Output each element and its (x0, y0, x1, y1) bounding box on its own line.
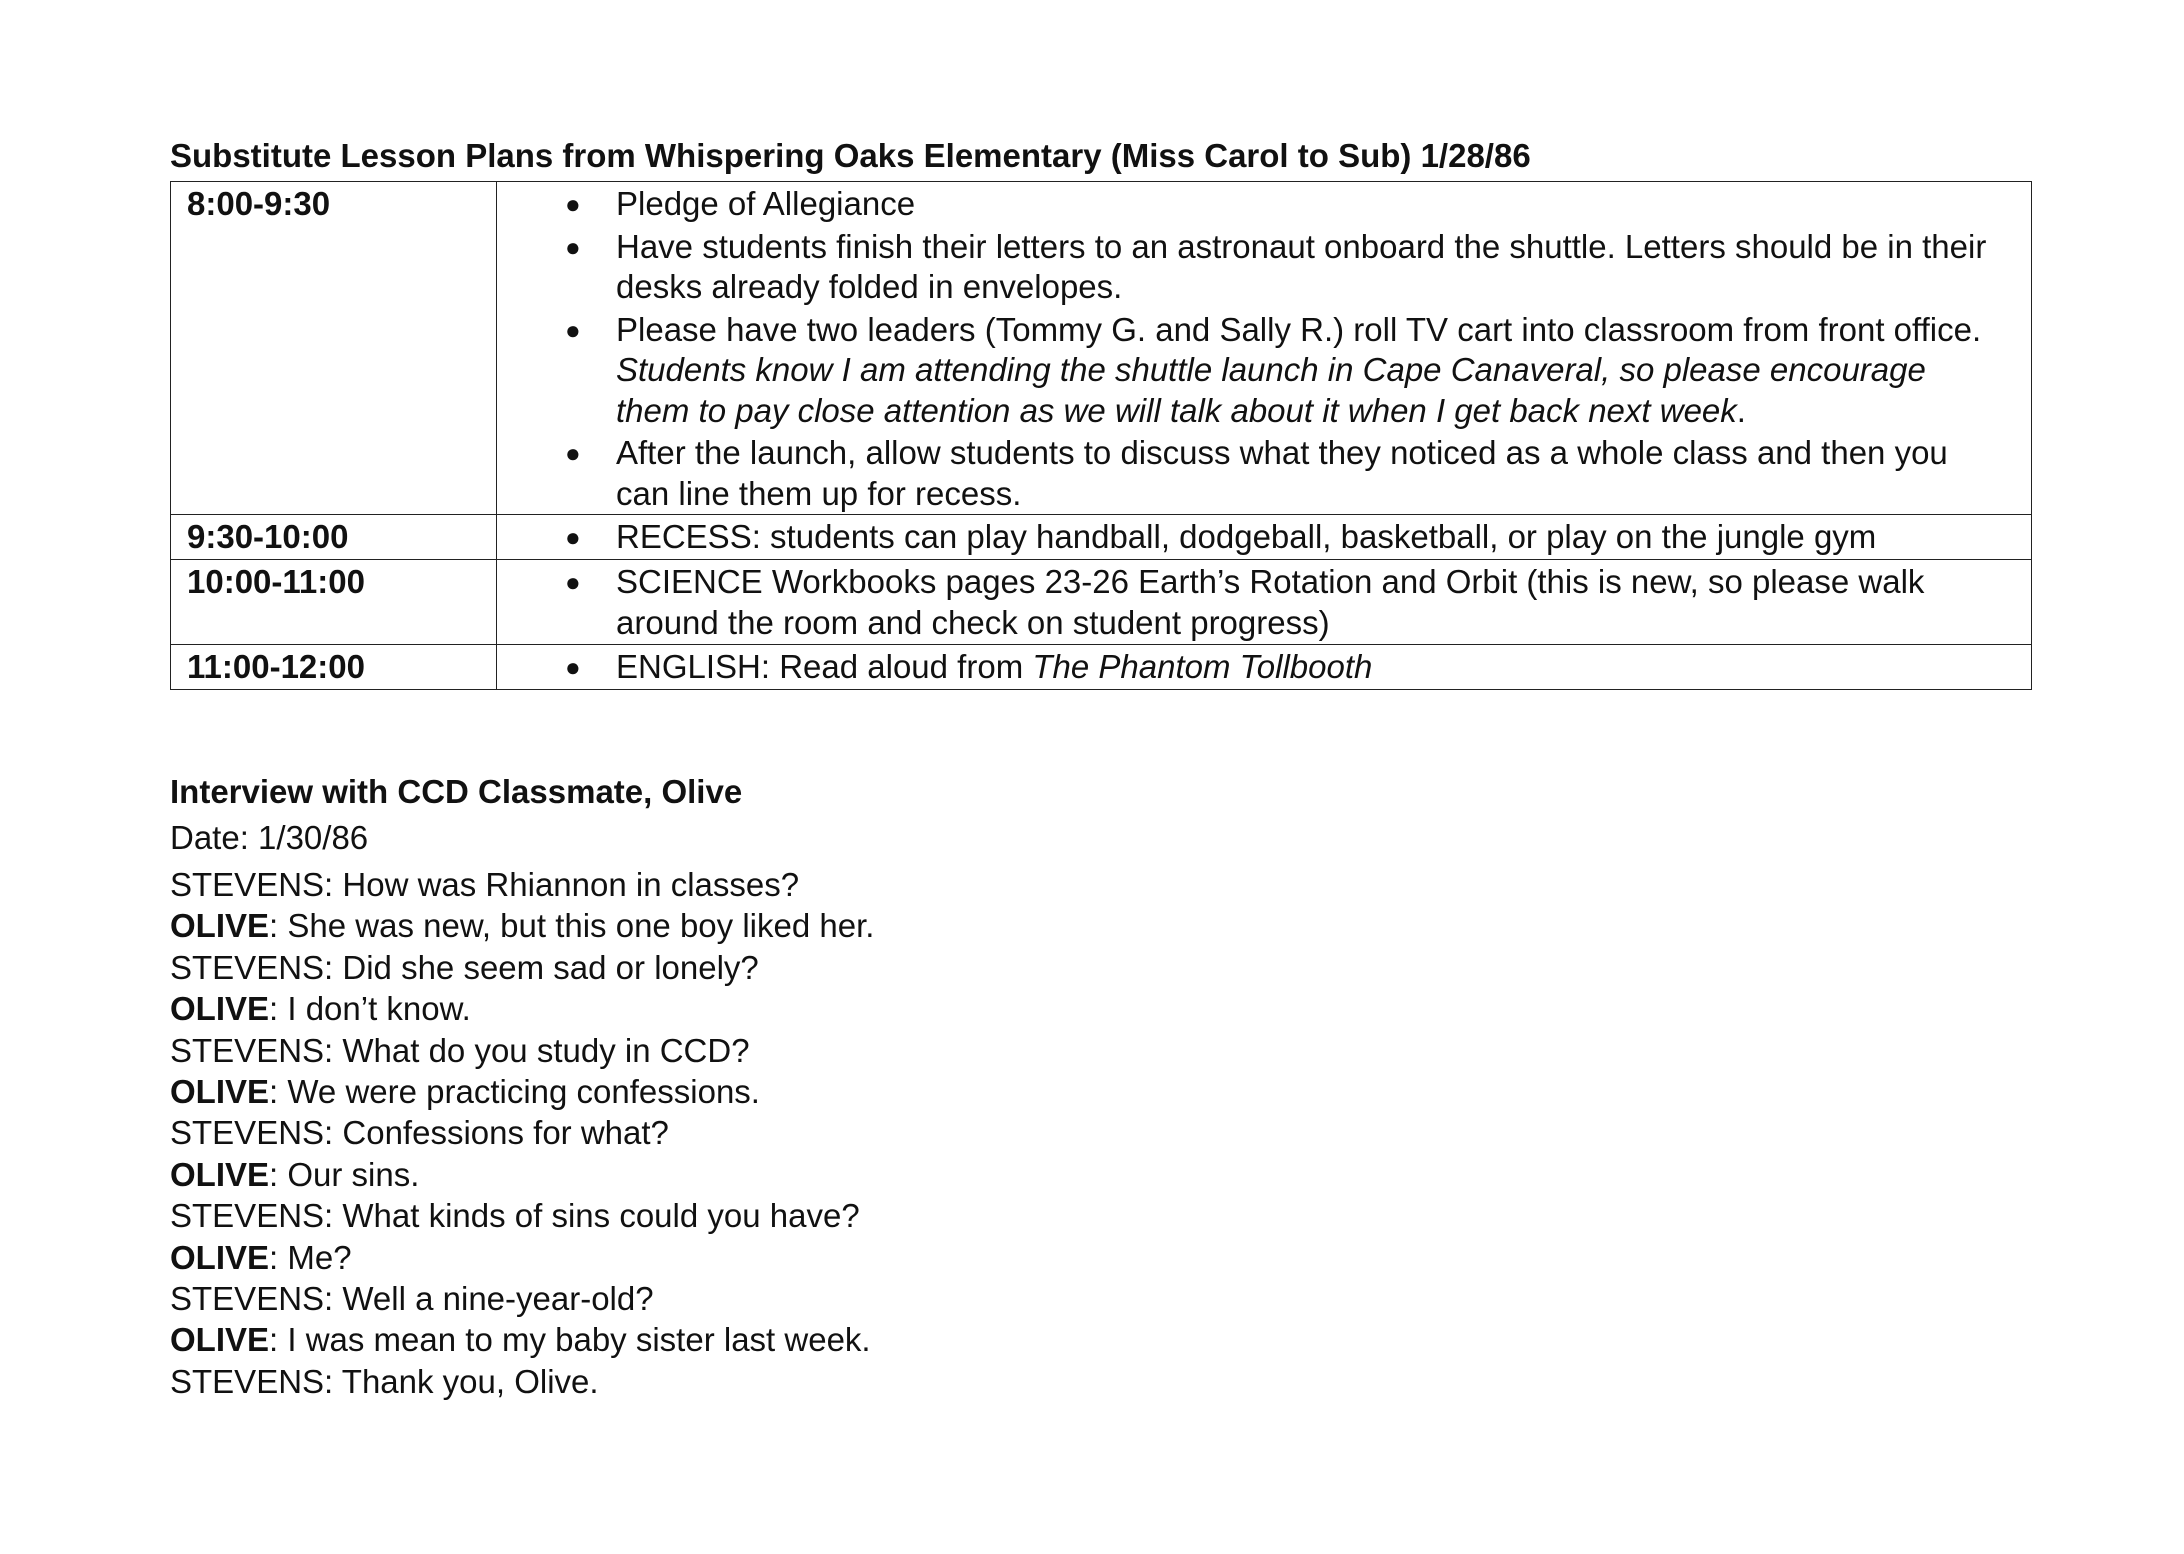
bullet-icon: ● (565, 438, 581, 468)
task-text: RECESS: students can play handball, dodgeball, basketball, or play on the jungle gym (616, 518, 1877, 555)
speaker-name: STEVENS (170, 1362, 325, 1400)
task-list (497, 517, 1995, 558)
dialogue-text: : Well a nine-year-old? (324, 1280, 654, 1318)
bullet-icon: ● (565, 567, 581, 597)
dialogue-line (170, 864, 1570, 905)
bullet-icon: ● (565, 189, 581, 219)
dialogue-text: : Our sins. (269, 1155, 420, 1193)
speaker-name: OLIVE (170, 1238, 270, 1276)
dialogue-text: : Thank you, Olive. (324, 1362, 599, 1400)
schedule-time-cell: 9:30-10:00 (171, 515, 497, 560)
dialogue-text: : She was new, but this one boy liked her. (269, 907, 875, 945)
dialogue-line (170, 1112, 1570, 1153)
dialogue-text: : I was mean to my baby sister last week. (269, 1321, 871, 1359)
dialogue-text: : I don’t know. (269, 990, 471, 1028)
task-item (497, 562, 1995, 643)
speaker-name: STEVENS (170, 948, 325, 986)
schedule-tasks-cell (497, 560, 2032, 645)
task-text: After the launch, allow students to discuss what they noticed as a whole class and then you can line them up for recess. (616, 434, 1948, 512)
dialogue-line (170, 1319, 1570, 1360)
task-text: Students know I am attending the shuttle launch in Cape Canaveral, so please encourage them to pay close attention as we will talk about it when I get back next week (616, 351, 1926, 429)
dialogue-line (170, 947, 1570, 988)
speaker-name: OLIVE (170, 990, 270, 1028)
bullet-icon: ● (565, 231, 581, 262)
schedule-tasks-cell (497, 645, 2032, 690)
schedule-row (171, 645, 2032, 690)
task-list (497, 647, 1995, 688)
schedule-time-cell: 10:00-11:00 (171, 560, 497, 645)
task-text: SCIENCE Workbooks pages 23-26 Earth’s Rotation and Orbit (this is new, so please walk around the room and check on student progress) (616, 563, 1925, 641)
dialogue-line (170, 1154, 1570, 1195)
task-item (497, 227, 1995, 308)
task-text: ENGLISH: Read aloud from (616, 648, 1033, 685)
dialogue-text: : What kinds of sins could you have? (324, 1197, 860, 1235)
schedule-time-cell: 8:00-9:30 (171, 182, 497, 515)
task-item (497, 310, 1995, 432)
interview-section (170, 772, 1570, 1402)
task-text: Have students finish their letters to an astronaut onboard the shuttle. Letters should be in their desks already folded in envelopes. (616, 227, 1987, 305)
task-item (497, 517, 1995, 558)
dialogue-line (170, 1071, 1570, 1112)
schedule-tasks-cell (497, 515, 2032, 560)
task-list (497, 184, 1995, 514)
schedule-time-cell: 11:00-12:00 (171, 645, 497, 690)
task-text: The Phantom Tollbooth (1032, 648, 1373, 685)
dialogue-line (170, 1195, 1570, 1236)
speaker-name: OLIVE (170, 907, 270, 945)
bullet-icon: ● (565, 314, 581, 345)
bullet-icon: ● (565, 522, 581, 552)
task-text: Please have two leaders (Tommy G. and Sally R.) roll TV cart into classroom from front office. (616, 310, 1982, 348)
dialogue-text: : We were practicing confessions. (269, 1073, 760, 1111)
dialogue-line (170, 1030, 1570, 1071)
interview-dialogue (170, 864, 1570, 1402)
dialogue-line (170, 1361, 1570, 1402)
interview-title: Interview with CCD Classmate, Olive (170, 773, 743, 810)
speaker-name: STEVENS (170, 866, 325, 903)
speaker-name: STEVENS (170, 1031, 325, 1069)
dialogue-line (170, 1278, 1570, 1319)
task-text: . (1736, 391, 1746, 429)
dialogue-text: : Me? (269, 1238, 352, 1276)
schedule-tasks-cell (497, 182, 2032, 515)
schedule-row (171, 182, 2032, 515)
speaker-name: STEVENS (170, 1280, 325, 1318)
schedule-row (171, 560, 2032, 645)
dialogue-text: : Confessions for what? (324, 1114, 669, 1152)
speaker-name: OLIVE (170, 1155, 270, 1193)
interview-date: Date: 1/30/86 (170, 819, 369, 856)
dialogue-line (170, 1237, 1570, 1278)
speaker-name: STEVENS (170, 1197, 325, 1235)
dialogue-line (170, 905, 1570, 946)
task-item (497, 647, 1995, 688)
dialogue-text: : Did she seem sad or lonely? (324, 948, 759, 986)
speaker-name: OLIVE (170, 1321, 270, 1359)
schedule-row (171, 515, 2032, 560)
bullet-icon: ● (565, 652, 581, 682)
dialogue-line (170, 988, 1570, 1029)
speaker-name: OLIVE (170, 1073, 270, 1111)
task-item (497, 184, 1995, 225)
task-text: Pledge of Allegiance (616, 185, 916, 222)
task-list (497, 562, 1995, 643)
task-item (497, 433, 1995, 514)
dialogue-text: : What do you study in CCD? (324, 1031, 750, 1069)
lesson-plan-title: Substitute Lesson Plans from Whispering Oaks Elementary (Miss Carol to Sub) 1/28/86 (170, 137, 1531, 174)
lesson-schedule-table (170, 181, 2032, 690)
dialogue-text: : How was Rhiannon in classes? (324, 866, 800, 903)
speaker-name: STEVENS (170, 1114, 325, 1152)
